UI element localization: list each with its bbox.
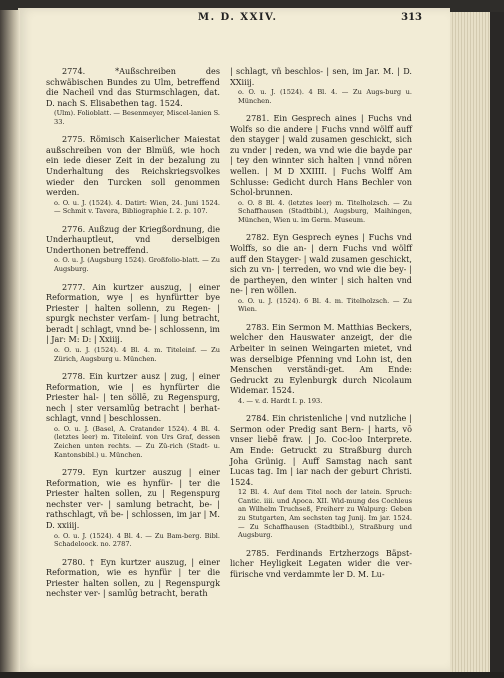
catalog-entry-2777 (46, 282, 220, 363)
entry-title: 2785. Ferdinands Ertzherzogs Bäpst-licher Heyligkeit Legaten wider die ver-fürische vnd verdammte ler D. M. Lu- (230, 547, 412, 579)
entry-title: 2782. Eyn Gesprech eynes | Fuchs vnd Wolffs, so die an- | dern Fuchs vnd wölff auff den Stayger- | wald zusamen geschickt, sich zu vn- | terreden, wo vnd wie die bey- | de partheyen, den winter | sich halten vnd ne- | ren wöllen. (230, 232, 412, 296)
catalog-entry-2775 (46, 134, 220, 215)
entry-title: | schlagt, vñ beschlos- | sen, im Jar. M. | D. XXiiij. (230, 66, 412, 87)
entry-title: 2777. Ain kurtzer auszug, | einer Reformation, wye | es hynfürtter bye Priester | halten sollenn, zu Regen- | spurgk nechster verſam- | lung betracht, beradt | schlagt, vnnd be- | schlossenn, im | Jar: M: D: | Xxiiij. (46, 281, 220, 345)
entry-note: o. O. u. J. (Basel, A. Cratander 1524). 4 Bl. 4. (letztes leer) m. Titeleinf. von Urs Graf, dessen Zeichen unten rechts. — Zu Zü-rich (Stadt- u. Kantonsbibl.) u. München. (54, 424, 220, 459)
entry-note: o. O. u. J. (1524). 4 Bl. 4. — Zu Bam-berg. Bibl. Schadeloock. no. 2787. (54, 531, 220, 549)
catalog-entry-2780-cont (230, 66, 412, 105)
catalog-entry-2780 (46, 557, 220, 599)
entry-title: 2778. Ein kurtzer ausz | zug, | einer Reformation, wie | es hynfürter die Priester hal- | ten söllē, zu Regenspurg, nech | ster versamlūg betracht | berhat-schlagt, vnnd | beschlossen. (46, 371, 220, 424)
entry-note: (Ulm). Folioblatt. — Besenmeyer, Miscel-lanien S. 33. (54, 109, 220, 126)
catalog-entry-2781 (230, 113, 412, 224)
entry-note: o. O. u. J. (1524). 6 Bl. 4. m. Titelholzsch. — Zu Wien. (238, 296, 412, 314)
right-column (230, 66, 412, 587)
catalog-entry-2778 (46, 371, 220, 459)
entry-title: 2780. † Eyn kurtzer auszug, | einer Reformation, wie es hynfür | ter die Priester halten sollen, zu | Regenspurgk nechster ver- | samlūg betracht, berath (46, 556, 220, 599)
running-head: M. D. XXIV. (198, 12, 278, 23)
entry-note: 4. — v. d. Hardt I. p. 193. (238, 396, 323, 405)
entry-title: 2775. Römisch Kaiserlicher Maiestat außschreiben von der Blmüß, wie hoch ein iede dieser Zeit in der bezalung zu Underhaltung des Reichskriegsvolkes wieder den Turcken soll genommen werden. (46, 134, 220, 198)
catalog-entry-2783 (230, 322, 412, 405)
catalog-entry-2776 (46, 224, 220, 274)
entry-note: o. O. 8 Bl. 4. (letztes leer) m. Titelholzsch. — Zu Schaffhausen (Stadtbibl.), Augsburg, Maihingen, München, Wien u. im Germ. Museum. (238, 198, 412, 224)
entry-title: 2776. Außzug der Kriegßordnung, die Underhauptleut, vnd derselbigen Underthonen betreffend. (46, 223, 220, 255)
bottom-shadow (0, 672, 504, 678)
catalog-entry-2785 (230, 548, 412, 580)
entry-note: 12 Bl. 4. Auf dem Titel noch der latein. Spruch: Cantic. iiii. und Apoca. XII. Wid-mung des Cochleus an Wilhelm Truchseß, Freiherr zu Walpurg: Geben zu Stutgarten, Am sechsten tag Junij. Im jar. 1524. — Zu Schaffhausen (Stadtbibl.), Straßburg und Augsburg. (238, 488, 412, 540)
entry-note: o. O. u. J. (1524). 4. Datirt: Wien, 24. Juni 1524. — Schmit v. Tavera, Bibliographie I. 2. p. 107. (54, 198, 220, 216)
catalog-entry-2779 (46, 467, 220, 548)
entry-note: o. O. u. J. (Augsburg 1524). Großfolio-blatt. — Zu Augsburg. (54, 256, 220, 274)
entry-title: 2781. Ein Gesprech aines | Fuchs vnd Wolfs so die andere | Fuchs vnnd wölff auff den stayger | wald zusamen geschickt, sich zu vnder | reden, wa vnd wie die bayde par | tey den winnter sich halten | vnnd nören wellen. | M D XXIIII. | Fuchs Wolff Am Schlusse: Gedicht durch Hans Bechler von Schol-brunnen. (230, 113, 412, 198)
entry-title: 2783. Ein Sermon M. Matthias Beckers, welcher den Hauswater anzeigt, der die Arbeiter in seinen Weingarten mietet, vnd was derselbige Pfenning vnd Lohn ist, den Menschen verständi-get. Am Ende: Gedruckt zu Eylenburgk durch Nicolaum Widemar. 1524. (230, 321, 412, 396)
entry-title: 2779. Eyn kurtzer auszug | einer Reformation, wie es hynfür- | ter die Priester halten sollen, zu | Regenspurg nechster ver- | samlung betracht, be- | rathschlagt, vñ be- | schlossen, im jar | M. D. xxiiij. (46, 467, 220, 530)
entry-note: o. O. u. J. (1524). 4 Bl. 4. — Zu Augs-burg u. München. (238, 88, 412, 105)
page-edges (450, 12, 490, 672)
entry-note: o. O. u. J. (1524). 4 Bl. 4. m. Titeleinf. — Zu Zürich, Augsburg u. München. (54, 345, 220, 363)
catalog-entry-2774 (46, 66, 220, 126)
edge-shadow (490, 12, 504, 678)
book-spine (0, 10, 20, 678)
catalog-entry-2784 (230, 413, 412, 539)
page-number: 313 (401, 12, 422, 23)
catalog-entry-2782 (230, 232, 412, 313)
entry-title: 2784. Ein christenliche | vnd nutzliche | Sermon oder Predig sant Bern- | harts, vō vnser liebē fraw. | Jo. Coc-loo Interprete. Am Ende: Getruckt zu Straßburg durch Joha Grünig. | Auff Samstag nach sant Lucas tag. Im | iar nach der geburt Christi. 1524. (230, 413, 412, 487)
left-column (46, 66, 220, 607)
page-header (48, 12, 448, 26)
entry-title: 2774. *Außschreiben des schwäbischen Bundes zu Ulm, betreffend die Nacheil vnd das Sturmschlagen, dat. D. nach S. Elisabethen tag. 1524. (46, 66, 220, 108)
